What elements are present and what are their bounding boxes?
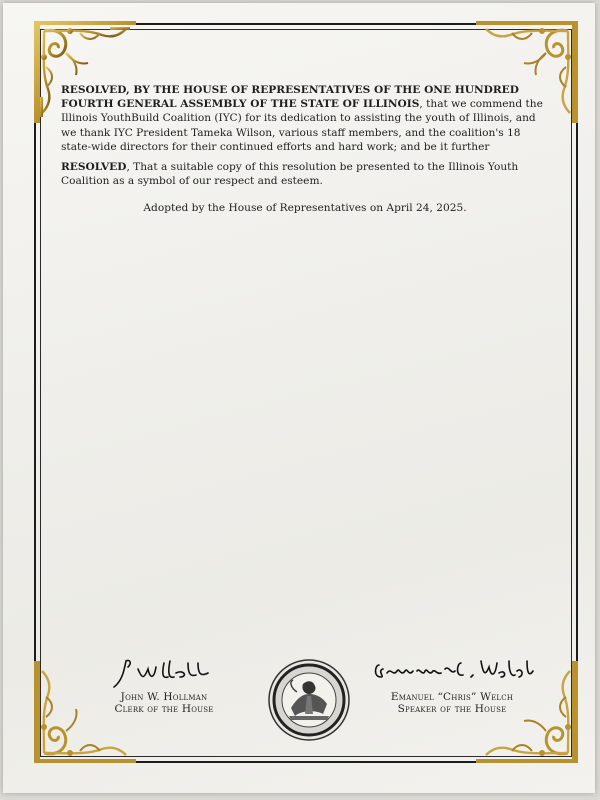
resolution-body: , That a suitable copy of this resolution be presented to the Illinois Youth Coalition as a symbol of our respect and esteem. [61, 161, 519, 188]
certificate-page [3, 3, 595, 793]
signature-block-speaker [367, 655, 537, 715]
adoption-statement: Adopted by the House of Representatives on April 24, 2025. [143, 202, 467, 214]
clerk-title: Clerk of the House [114, 703, 214, 715]
signature-block-clerk [79, 655, 249, 715]
speaker-name: Emanuel “Chris” Welch [390, 691, 514, 703]
resolution-paragraph-2 [61, 160, 549, 188]
resolution-paragraph-1 [61, 83, 549, 154]
handwritten-signature [104, 655, 224, 689]
state-seal-icon [267, 658, 351, 742]
resolution-lead: RESOLVED, BY THE HOUSE OF REPRESENTATIVES OF THE ONE HUNDRED FOURTH GENERAL ASSEMBLY OF THE STATE OF ILLINOIS [61, 84, 519, 111]
clerk-name: John W. Hollman [120, 691, 208, 703]
speaker-title: Speaker of the House [397, 703, 507, 715]
resolution-lead: RESOLVED [61, 161, 127, 173]
resolution-body: , that we commend the Illinois YouthBuild Coalition (IYC) for its dedication to assisting the youth of Illinois, and we thank IYC President Tameka Wilson, various staff members, and the coalition's 18 state-wide directors for their continued efforts and hard work; and be it further [61, 98, 543, 153]
handwritten-signature [367, 655, 537, 689]
